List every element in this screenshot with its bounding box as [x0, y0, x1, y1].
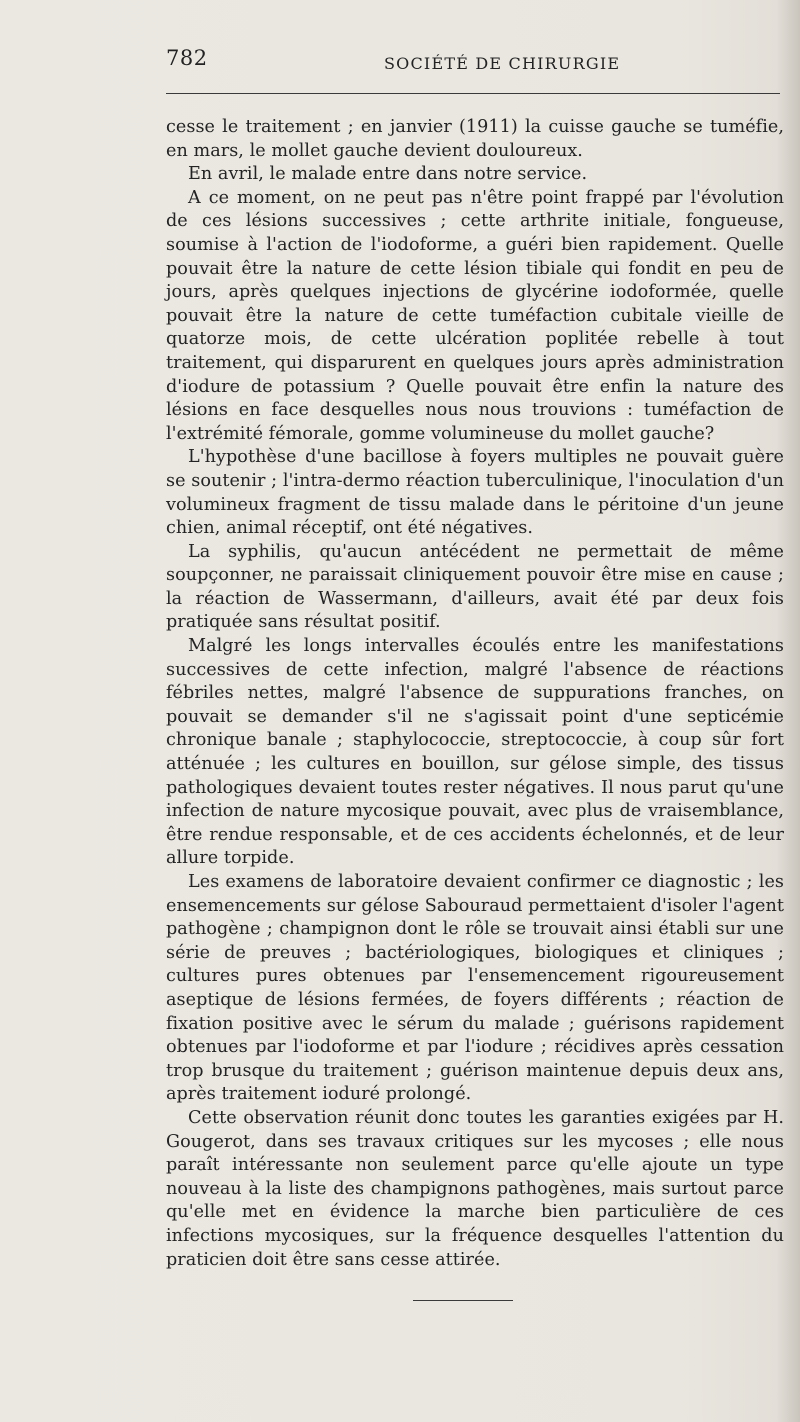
- paragraph: Cette observation réunit donc toutes les garanties exigées par H. Gougerot, dans ses travaux critiques sur les mycoses ; elle nous paraît intéressante non seulement parce qu'elle ajoute un type nouveau à la liste des champignons pathogènes, mais surtout parce qu'elle met en évidence la marche bien particulière de ces infections mycosiques, sur la fréquence desquelles l'attention du praticien doit être sans cesse attirée.: [166, 1107, 784, 1270]
- page-number: 782: [166, 46, 208, 70]
- body-text: [166, 116, 784, 1272]
- paragraph: Malgré les longs intervalles écoulés entre les manifestations successives de cette infection, malgré l'absence de réactions fébriles nettes, malgré l'absence de suppurations franches, on pouvait se demander s'il ne s'agissait point d'une septicémie chronique banale ; staphylococcie, streptococcie, à coup sûr fort atténuée ; les cultures en bouillon, sur gélose simple, des tissus pathologiques devaient toutes rester négatives. Il nous parut qu'une infection de nature mycosique pouvait, avec plus de vraisemblance, être rendue responsable, et de ces accidents échelonnés, et de leur allure torpide.: [166, 636, 784, 869]
- end-rule: [413, 1300, 513, 1301]
- paragraph: Les examens de laboratoire devaient confirmer ce diagnostic ; les ensemencements sur gélose Sabouraud permettaient d'isoler l'agent pathogène ; champignon dont le rôle se trouvait ainsi établi sur une série de preuves ; bactériologiques, biologiques et cliniques ; cultures pures obtenues par l'ensemencement rigoureusement aseptique de lésions fermées, de foyers différents ; réaction de fixation positive avec le sérum du malade ; guérisons rapidement obtenues par l'iodoforme et par l'iodure ; récidives après cessation trop brusque du traitement ; guérison maintenue depuis deux ans, après traitement ioduré prolongé.: [166, 872, 784, 1105]
- paragraph: cesse le traitement ; en janvier (1911) la cuisse gauche se tuméfie, en mars, le mollet gauche devient douloureux.: [166, 117, 784, 161]
- paragraph: A ce moment, on ne peut pas n'être point frappé par l'évolution de ces lésions successives ; cette arthrite initiale, fongueuse, soumise à l'action de l'iodoforme, a guéri bien rapidement. Quelle pouvait être la nature de cette lésion tibiale qui fondit en peu de jours, après quelques injections de glycérine iodoformée, quelle pouvait être la nature de cette tuméfaction cubitale vieille de quatorze mois, de cette ulcération poplitée rebelle à tout traitement, qui disparurent en quelques jours après administration d'iodure de potassium ? Quelle pouvait être enfin la nature des lésions en face desquelles nous nous trouvions : tuméfaction de l'extrémité fémorale, gomme volumineuse du mollet gauche?: [166, 187, 784, 444]
- page-header: [166, 46, 786, 76]
- paragraph: La syphilis, qu'aucun antécédent ne permettait de même soupçonner, ne paraissait cliniquement pouvoir être mise en cause ; la réaction de Wassermann, d'ailleurs, avait été par deux fois pratiquée sans résultat positif.: [166, 541, 784, 633]
- paragraph: L'hypothèse d'une bacillose à foyers multiples ne pouvait guère se soutenir ; l'intra-dermo réaction tuberculinique, l'inoculation d'un volumineux fragment de tissu malade dans le péritoine d'un jeune chien, animal réceptif, ont été négatives.: [166, 447, 784, 539]
- paragraph: En avril, le malade entre dans notre service.: [188, 164, 588, 185]
- running-head: SOCIÉTÉ DE CHIRURGIE: [384, 54, 621, 73]
- header-rule: [166, 93, 780, 94]
